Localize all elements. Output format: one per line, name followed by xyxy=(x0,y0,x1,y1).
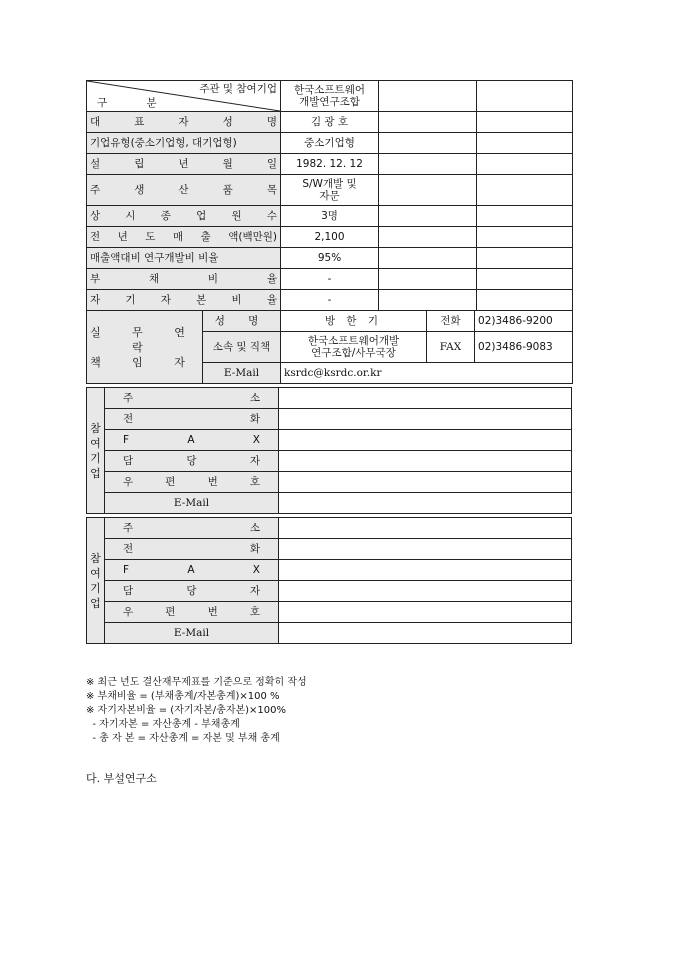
summary-row-value: 95% xyxy=(281,248,379,269)
empty-col-3 xyxy=(477,81,573,112)
empty-cell xyxy=(379,206,477,227)
affil-value: 한국소프트웨어개발 연구조합/사무국장 xyxy=(281,332,427,363)
participant-field-label: 주 소 xyxy=(105,388,279,409)
summary-row xyxy=(87,154,573,175)
empty-cell xyxy=(379,290,477,311)
contact-name-label: 성 명 xyxy=(203,311,281,332)
participant-email-row xyxy=(87,623,572,644)
summary-row-label: 설 립 년 월 일 xyxy=(87,154,281,175)
summary-row-value: 3명 xyxy=(281,206,379,227)
contact-name-value: 방 한 기 xyxy=(281,311,427,332)
participant-field-row xyxy=(87,581,572,602)
participant-email-label: E-Mail xyxy=(105,493,279,514)
participant-field-value[interactable] xyxy=(279,472,572,493)
participant-field-value[interactable] xyxy=(279,518,572,539)
participant-email-value[interactable] xyxy=(279,623,572,644)
summary-row-label: 자 기 자 본 비 율 xyxy=(87,290,281,311)
empty-cell xyxy=(477,112,573,133)
empty-cell xyxy=(379,269,477,290)
note-line: ※ 자기자본비율 = (자기자본/총자본)×100% xyxy=(86,705,287,716)
company-name-cell: 한국소프트웨어 개발연구조합 xyxy=(281,81,379,112)
summary-row xyxy=(87,175,573,206)
summary-row xyxy=(87,227,573,248)
contact-table xyxy=(86,310,573,384)
participant-field-row xyxy=(87,430,572,451)
summary-row-label: 대 표 자 성 명 xyxy=(87,112,281,133)
contact-name-row xyxy=(87,311,573,332)
empty-cell xyxy=(379,227,477,248)
empty-cell xyxy=(477,154,573,175)
participant-field-row xyxy=(87,472,572,493)
summary-row xyxy=(87,206,573,227)
participant-table xyxy=(86,387,572,514)
participant-email-value[interactable] xyxy=(279,493,572,514)
participant-field-value[interactable] xyxy=(279,430,572,451)
empty-cell xyxy=(379,248,477,269)
affil-label: 소속 및 직책 xyxy=(203,332,281,363)
contact-email-label: E-Mail xyxy=(203,363,281,384)
participant-field-label: 주 소 xyxy=(105,518,279,539)
participant-field-label: 우 편 번 호 xyxy=(105,602,279,623)
participant-field-label: F A X xyxy=(105,560,279,581)
note-line: - 자기자본 = 자산총계 - 부채총계 xyxy=(86,719,240,730)
participant-field-row xyxy=(87,388,572,409)
participant-group-label: 참 여 기 업 xyxy=(87,518,105,644)
empty-cell xyxy=(477,248,573,269)
empty-cell xyxy=(379,112,477,133)
participant-field-value[interactable] xyxy=(279,560,572,581)
header-top-label: 주관 및 참여기업 xyxy=(199,83,277,95)
header-row xyxy=(87,81,573,112)
summary-row-label: 기업유형(중소기업형, 대기업형) xyxy=(87,133,281,154)
empty-cell xyxy=(477,133,573,154)
participant-field-label: 담 당 자 xyxy=(105,451,279,472)
participant-email-row xyxy=(87,493,572,514)
contact-group-label: 실 무 연 락 책 임 자 xyxy=(87,311,203,384)
participant-field-value[interactable] xyxy=(279,451,572,472)
empty-cell xyxy=(379,175,477,206)
note-line: ※ 부채비율 = (부채총계/자본총계)×100 % xyxy=(86,691,280,702)
empty-cell xyxy=(477,227,573,248)
empty-col-2 xyxy=(379,81,477,112)
summary-row-value: - xyxy=(281,269,379,290)
participant-field-label: 전 화 xyxy=(105,409,279,430)
summary-row xyxy=(87,112,573,133)
participant-field-label: 담 당 자 xyxy=(105,581,279,602)
summary-row xyxy=(87,133,573,154)
empty-cell xyxy=(379,154,477,175)
diagonal-header-cell xyxy=(87,81,281,112)
empty-cell xyxy=(477,290,573,311)
summary-row-label: 부 채 비 율 xyxy=(87,269,281,290)
summary-row xyxy=(87,269,573,290)
participant-field-value[interactable] xyxy=(279,388,572,409)
summary-row-label: 주 생 산 품 목 xyxy=(87,175,281,206)
participant-field-row xyxy=(87,539,572,560)
participant-field-row xyxy=(87,602,572,623)
participant-field-label: 우 편 번 호 xyxy=(105,472,279,493)
summary-row-value: 중소기업형 xyxy=(281,133,379,154)
empty-cell xyxy=(379,133,477,154)
section-title: 다. 부설연구소 xyxy=(86,772,157,785)
phone-label: 전화 xyxy=(427,311,475,332)
participant-field-value[interactable] xyxy=(279,409,572,430)
header-bottom-label: 구 분 xyxy=(97,97,175,109)
fax-label: FAX xyxy=(427,332,475,363)
summary-row-label: 전 년 도 매 출 액(백만원) xyxy=(87,227,281,248)
participant-field-row xyxy=(87,518,572,539)
summary-row-value: 김 광 호 xyxy=(281,112,379,133)
note-line: - 총 자 본 = 자산총계 = 자본 및 부채 총계 xyxy=(86,733,280,744)
summary-row-value: - xyxy=(281,290,379,311)
participant-email-label: E-Mail xyxy=(105,623,279,644)
participant-table xyxy=(86,517,572,644)
participant-group-label: 참 여 기 업 xyxy=(87,388,105,514)
summary-row-label: 매출액대비 연구개발비 비율 xyxy=(87,248,281,269)
fax-value: 02)3486-9083 xyxy=(475,332,573,363)
summary-row-value: S/W개발 및 자문 xyxy=(281,175,379,206)
participant-field-row xyxy=(87,451,572,472)
empty-cell xyxy=(477,269,573,290)
participant-field-label: 전 화 xyxy=(105,539,279,560)
phone-value: 02)3486-9200 xyxy=(475,311,573,332)
participant-field-label: F A X xyxy=(105,430,279,451)
contact-email-value: ksrdc@ksrdc.or.kr xyxy=(281,363,573,384)
notes xyxy=(86,676,307,746)
empty-cell xyxy=(477,175,573,206)
participant-field-value[interactable] xyxy=(279,581,572,602)
participant-field-value[interactable] xyxy=(279,539,572,560)
empty-cell xyxy=(477,206,573,227)
participant-field-row xyxy=(87,409,572,430)
summary-row xyxy=(87,248,573,269)
company-summary-table xyxy=(86,80,573,311)
participant-field-row xyxy=(87,560,572,581)
note-line: ※ 최근 년도 결산재무제표를 기준으로 정확히 작성 xyxy=(86,677,307,688)
company-info-form xyxy=(86,80,572,644)
summary-row-label: 상 시 종 업 원 수 xyxy=(87,206,281,227)
summary-row-value: 2,100 xyxy=(281,227,379,248)
summary-row-value: 1982. 12. 12 xyxy=(281,154,379,175)
summary-row xyxy=(87,290,573,311)
participant-field-value[interactable] xyxy=(279,602,572,623)
